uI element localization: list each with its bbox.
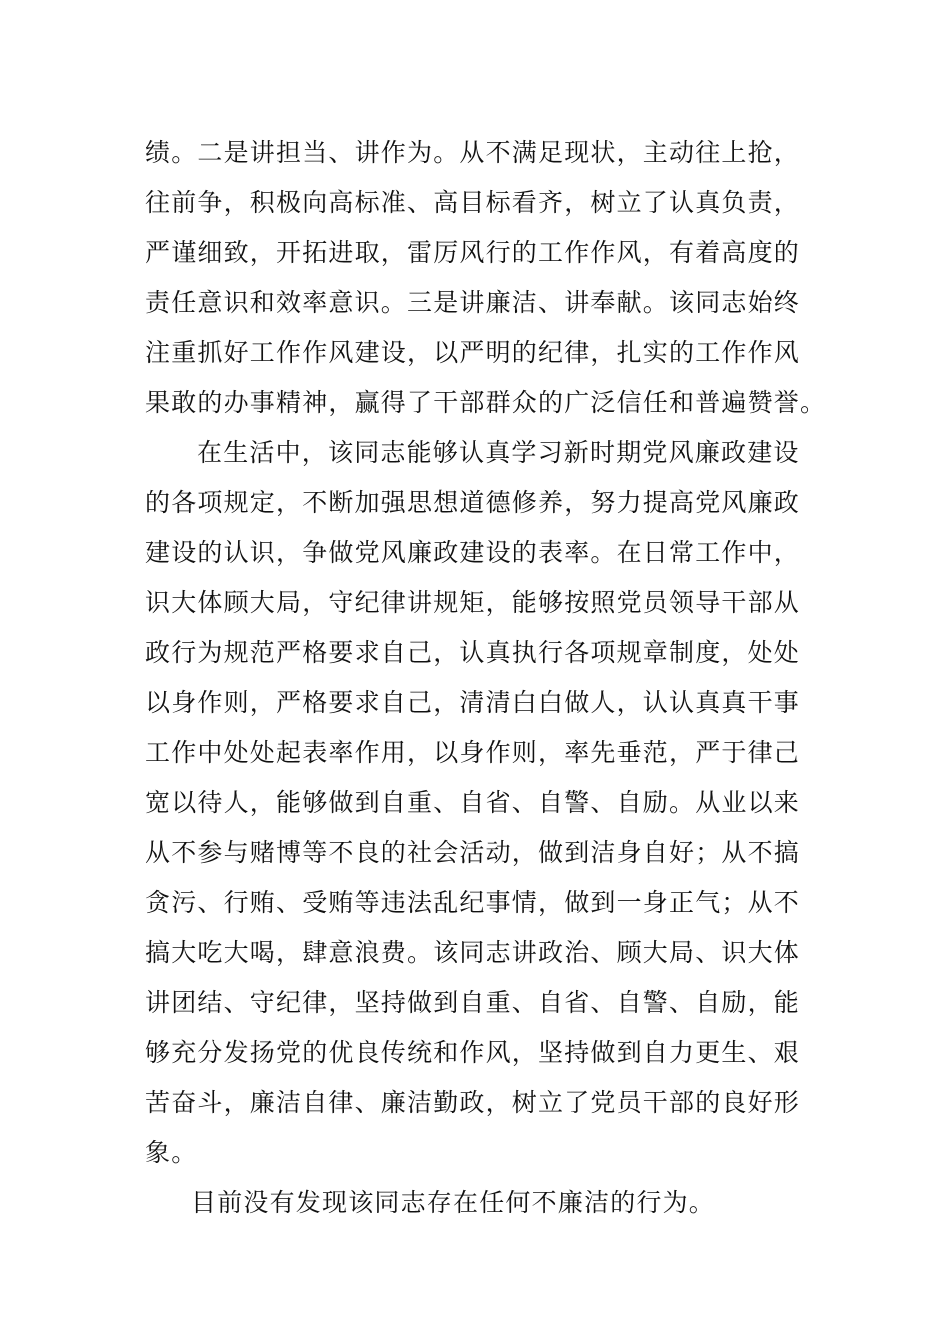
paragraph-1 bbox=[145, 128, 827, 428]
text-line: 苦奋斗，廉洁自律、廉洁勤政，树立了党员干部的良好形 bbox=[145, 1088, 801, 1117]
text-line: 目前没有发现该同志存在任何不廉洁的行为。 bbox=[191, 1188, 716, 1217]
text-line: 象。 bbox=[145, 1138, 198, 1167]
text-line: 责任意识和效率意识。三是讲廉洁、讲奉献。该同志始终 bbox=[145, 288, 801, 317]
text-line: 建设的认识，争做党风廉政建设的表率。在日常工作中， bbox=[145, 538, 801, 567]
paragraph-2 bbox=[145, 428, 810, 1178]
text-line: 搞大吃大喝，肆意浪费。该同志讲政治、顾大局、识大体 bbox=[145, 938, 801, 967]
text-line: 在生活中，该同志能够认真学习新时期党风廉政建设 bbox=[197, 438, 800, 467]
text-line: 讲团结、守纪律，坚持做到自重、自省、自警、自励，能 bbox=[145, 988, 801, 1017]
paragraph-3 bbox=[145, 1178, 810, 1228]
text-line: 以身作则，严格要求自己，清清白白做人，认认真真干事 bbox=[145, 688, 801, 717]
text-line: 从不参与赌博等不良的社会活动，做到洁身自好；从不搞 bbox=[145, 838, 801, 867]
text-line: 的各项规定，不断加强思想道德修养，努力提高党风廉政 bbox=[145, 488, 801, 517]
document-body bbox=[145, 128, 827, 1228]
text-line: 严谨细致，开拓进取，雷厉风行的工作作风，有着高度的 bbox=[145, 238, 801, 267]
text-line: 政行为规范严格要求自己，认真执行各项规章制度，处处 bbox=[145, 638, 801, 667]
text-line: 绩。二是讲担当、讲作为。从不满足现状，主动往上抢， bbox=[145, 138, 801, 167]
text-line: 贪污、行贿、受贿等违法乱纪事情，做到一身正气；从不 bbox=[145, 888, 801, 917]
text-line: 往前争，积极向高标准、高目标看齐，树立了认真负责， bbox=[145, 188, 801, 217]
text-line: 够充分发扬党的优良传统和作风，坚持做到自力更生、艰 bbox=[145, 1038, 801, 1067]
text-line: 工作中处处起表率作用，以身作则，率先垂范，严于律己 bbox=[145, 738, 801, 767]
text-line: 宽以待人，能够做到自重、自省、自警、自励。从业以来 bbox=[145, 788, 801, 817]
text-line: 注重抓好工作作风建设，以严明的纪律，扎实的工作作风 bbox=[145, 338, 801, 367]
text-line: 果敢的办事精神，赢得了干部群众的广泛信任和普遍赞誉。 bbox=[145, 388, 827, 417]
text-line: 识大体顾大局，守纪律讲规矩，能够按照党员领导干部从 bbox=[145, 588, 801, 617]
